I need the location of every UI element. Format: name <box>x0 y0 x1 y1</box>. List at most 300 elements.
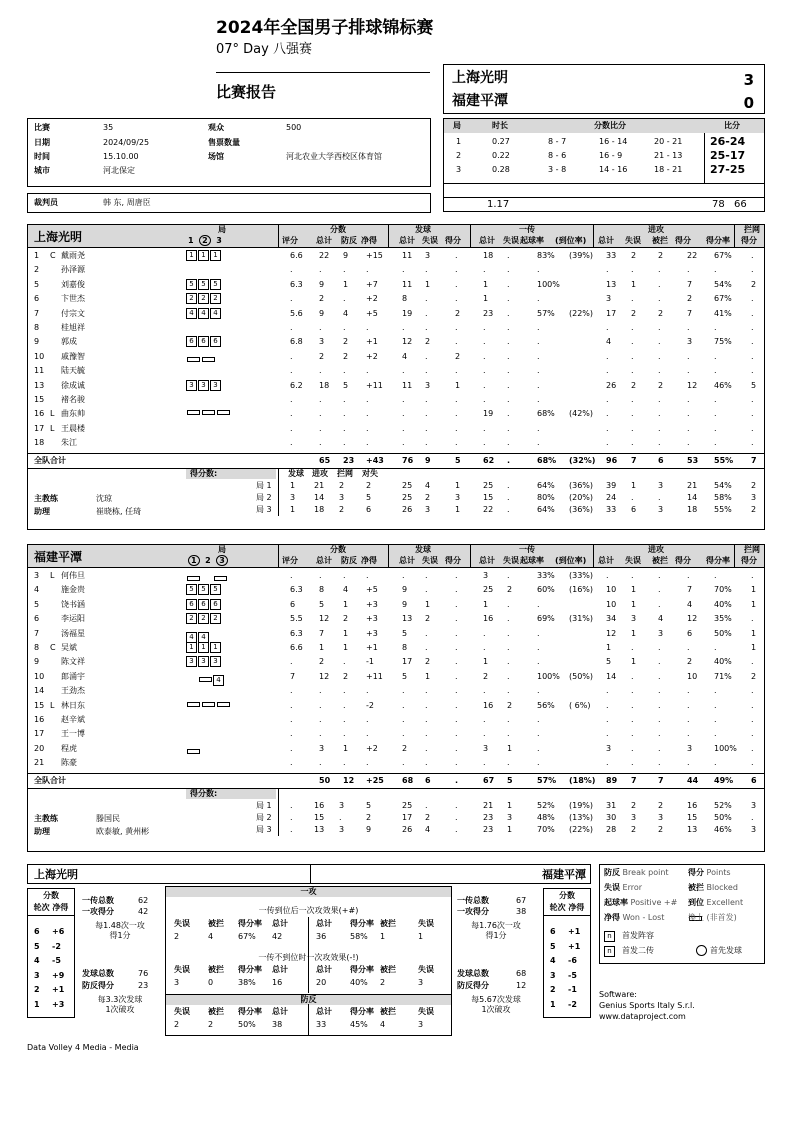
starting-position-icon: 1 <box>198 250 209 261</box>
a-pct-cell: 35% <box>714 614 732 624</box>
tot-cell: 1 <box>319 643 325 652</box>
a-tot-cell: 34 <box>606 614 617 624</box>
b-pts-cell: . <box>751 395 754 404</box>
a-blo-cell: . <box>658 643 661 652</box>
vote-cell: . <box>290 571 293 580</box>
set-pts: 16 <box>314 800 325 810</box>
legend-item: 首发阵容 <box>622 931 654 940</box>
player-sets <box>186 279 222 290</box>
set-pts: 18 <box>314 504 325 514</box>
bp-cell: 1 <box>343 643 349 652</box>
stat-value: 67 <box>516 896 527 905</box>
set-s-err: . <box>425 800 428 810</box>
a-err-cell: . <box>631 743 634 753</box>
s-tot-cell: . <box>402 323 405 332</box>
set-a-tot: 39 <box>606 480 617 490</box>
vote-cell: . <box>290 743 293 753</box>
set-blank <box>201 570 212 581</box>
a-blo-cell: . <box>658 395 661 404</box>
r-err-cell: . <box>507 409 510 419</box>
s-pts-cell: . <box>455 571 458 580</box>
player-number: 10 <box>34 671 45 681</box>
vote-cell: . <box>290 700 293 710</box>
r-err-cell: . <box>507 758 510 768</box>
r-tot-cell: . <box>483 337 486 347</box>
player-name: 郎涌宇 <box>61 671 85 681</box>
bp-cell: 2 <box>343 337 349 347</box>
wl-cell: +2 <box>366 351 378 361</box>
r-tot-cell: 18 <box>483 251 494 260</box>
a-blo-cell: 2 <box>658 380 664 390</box>
a-tot-cell: . <box>606 686 609 696</box>
b-pts-cell: . <box>751 308 754 318</box>
a-blo-cell: . <box>658 409 661 419</box>
s-tot-cell: 11 <box>402 279 413 289</box>
player-number: 11 <box>34 366 45 376</box>
a-pct-cell: . <box>714 729 717 739</box>
s-err-cell: 3 <box>425 251 431 260</box>
set-s-err: 2 <box>425 492 431 502</box>
bp-cell: . <box>343 323 346 332</box>
set-blank <box>210 423 221 434</box>
col-header: 拦网 <box>744 545 760 554</box>
a-pts-cell: . <box>687 729 690 739</box>
s-err-cell: . <box>425 729 428 739</box>
a-tot-cell: 10 <box>606 599 617 609</box>
a-err-cell: 1 <box>631 585 637 595</box>
player-name: 陈豪 <box>61 758 77 768</box>
starter-icon: n <box>604 931 615 942</box>
s-err-cell: . <box>425 758 428 768</box>
s-pts-cell: 2 <box>455 308 461 318</box>
r-pos-cell: . <box>537 337 540 347</box>
wl-cell: +3 <box>366 614 378 624</box>
a-pts-cell: 2 <box>687 657 693 667</box>
a-blo-cell: . <box>658 671 661 681</box>
a-blo-cell: . <box>658 758 661 768</box>
r-pos-cell: . <box>537 686 540 696</box>
col-header: 得分 <box>675 556 691 565</box>
set-s-pts: . <box>455 800 458 810</box>
stat-value: 23 <box>138 981 149 990</box>
b-pts-cell: . <box>751 715 754 724</box>
info-label: 场馆 <box>208 152 224 161</box>
a-tot-cell: . <box>606 571 609 580</box>
starting-position-icon: 6 <box>210 336 221 347</box>
set-blank <box>201 743 212 754</box>
player-role: C <box>50 643 56 652</box>
s-tot-cell: 5 <box>402 671 408 681</box>
player-role: L <box>50 700 55 710</box>
s-err-cell: . <box>425 571 428 580</box>
player-sets <box>186 264 222 278</box>
r-err-cell: . <box>507 614 510 624</box>
set-a-pct: 52% <box>714 800 732 810</box>
r-tot-cell: . <box>483 380 486 390</box>
player-name: 朱江 <box>61 438 77 448</box>
col-header: (到位率) <box>555 556 587 565</box>
r-tot-cell: . <box>483 438 486 448</box>
col-header: 防反 <box>341 236 357 245</box>
a-tot-cell: . <box>606 351 609 361</box>
set-blank <box>210 365 221 376</box>
a-pct-cell: . <box>714 715 717 724</box>
b-pts-cell: 1 <box>751 599 757 609</box>
s-pts-cell: . <box>455 585 458 595</box>
s-tot-cell: 8 <box>402 294 408 304</box>
tot-cell: . <box>319 700 322 710</box>
r-tot-cell: . <box>483 628 486 638</box>
set-r-pos: 64% <box>537 504 555 514</box>
set-partial: 8 - 6 <box>548 151 567 160</box>
sub-marker-icon <box>202 410 215 415</box>
set-duration: 0.27 <box>492 137 510 146</box>
set-r-tot: 23 <box>483 824 494 834</box>
r-pos-cell: . <box>537 657 540 667</box>
tot-cell: . <box>319 729 322 739</box>
fa-header: 总计 <box>316 919 332 928</box>
b-pts-cell: . <box>751 657 754 667</box>
legend-item: 失误 Error <box>604 883 643 892</box>
a-tot-cell: 14 <box>606 671 617 681</box>
fa-value: 3 <box>174 978 180 987</box>
first-attack-sub1: 一传到位后一次攻效果(+#) <box>258 906 359 915</box>
vote-cell: 5.5 <box>290 614 303 624</box>
player-sets <box>186 628 222 643</box>
set-a-pts: 15 <box>687 812 698 822</box>
player-name: 陆天毓 <box>61 366 85 376</box>
player-number: 20 <box>34 743 45 753</box>
sub-marker-icon <box>217 410 230 415</box>
player-role: C <box>50 251 56 260</box>
r-err-cell: . <box>507 729 510 739</box>
total-r-tot: 62 <box>483 455 495 465</box>
sub-marker-icon <box>187 749 200 754</box>
r-err-cell: . <box>507 337 510 347</box>
player-number: 5 <box>34 279 40 289</box>
set-pts: 1 <box>290 480 296 490</box>
a-pct-cell: 46% <box>714 380 732 390</box>
vote-cell: 5.6 <box>290 308 303 318</box>
bp-cell: . <box>343 366 346 376</box>
player-number: 8 <box>34 643 40 652</box>
fa-value: 1 <box>418 932 424 941</box>
player-name: 曲东帅 <box>61 409 85 419</box>
legend-item: 净得 Won - Lost <box>604 913 665 922</box>
r-tot-cell: . <box>483 643 486 652</box>
set-r-err: 3 <box>507 812 513 822</box>
set-blank <box>210 264 221 275</box>
a-pts-cell: 7 <box>687 585 693 595</box>
s-pts-cell: . <box>455 614 458 624</box>
sub-marker-icon <box>217 702 230 707</box>
info-label: 日期 <box>34 138 50 147</box>
vote-cell: . <box>290 423 293 433</box>
fa-value: 67% <box>238 932 256 941</box>
fa-header: 被拦 <box>208 1007 224 1016</box>
set-r-exc: (20%) <box>569 492 594 502</box>
tot-cell: . <box>319 423 322 433</box>
set-r-err: . <box>507 492 510 502</box>
set-blank <box>186 757 197 768</box>
set-r-tot: 22 <box>483 504 494 514</box>
total-r-tot: 67 <box>483 775 495 785</box>
s-err-cell: . <box>425 366 428 376</box>
set-r-tot: 23 <box>483 812 494 822</box>
set-blank <box>210 714 221 725</box>
wl-cell: +5 <box>366 308 378 318</box>
s-pts-cell: . <box>455 265 458 275</box>
a-pts-cell: 3 <box>687 337 693 347</box>
set-a-tot: 30 <box>606 812 617 822</box>
a-tot-cell: 33 <box>606 251 617 260</box>
total-s-tot: 68 <box>402 775 414 785</box>
bp-cell: . <box>343 409 346 419</box>
player-sets <box>186 293 222 304</box>
bp-cell: . <box>343 715 346 724</box>
s-err-cell: 1 <box>425 671 431 681</box>
set-partial: 16 - 14 <box>599 137 628 146</box>
rotation-diff: +1 <box>52 985 65 994</box>
player-name: 李运阳 <box>61 614 85 624</box>
s-tot-cell: . <box>402 758 405 768</box>
match-number: 35 <box>103 123 114 132</box>
stat-note: 每1.48次一攻 得1分 <box>95 921 145 940</box>
set-r-exc: (13%) <box>569 812 594 822</box>
b-pts-cell: . <box>751 729 754 739</box>
player-name: 何伟旦 <box>61 571 85 580</box>
starting-position-icon: 3 <box>186 656 197 667</box>
rotation-diff: +9 <box>52 970 65 980</box>
a-err-cell: . <box>631 571 634 580</box>
page-title: 2024年全国男子排球锦标赛 <box>216 18 434 38</box>
score-box <box>443 64 765 114</box>
fa-header: 总计 <box>316 965 332 974</box>
r-pos-cell: . <box>537 323 540 332</box>
fa-header: 总计 <box>272 1007 288 1016</box>
bp-cell: . <box>343 700 346 710</box>
a-tot-cell: . <box>606 758 609 768</box>
a-tot-cell: 4 <box>606 337 612 347</box>
r-tot-cell: 23 <box>483 308 494 318</box>
r-err-cell: . <box>507 294 510 304</box>
fa-value: 20 <box>316 978 327 987</box>
s-pts-cell: . <box>455 700 458 710</box>
total-duration: 1.17 <box>487 199 510 210</box>
a-blo-cell: . <box>658 423 661 433</box>
player-number: 10 <box>34 351 45 361</box>
a-blo-cell: . <box>658 294 661 304</box>
tot-cell: . <box>319 715 322 724</box>
starting-position-icon: 6 <box>186 336 197 347</box>
set-a-blo: 2 <box>658 800 664 810</box>
player-name: 戴雨尧 <box>61 251 85 260</box>
player-number: 13 <box>34 380 45 390</box>
fa-value: 16 <box>272 978 283 987</box>
fa-value: 40% <box>350 978 368 987</box>
tot-cell: 3 <box>319 743 325 753</box>
s-pts-cell: . <box>455 395 458 404</box>
total-a-pts: 53 <box>687 455 699 465</box>
set-partial: 21 - 13 <box>654 151 683 160</box>
sub-marker-icon <box>214 576 227 581</box>
col-header: 失误 <box>503 236 519 245</box>
set-blank <box>198 423 209 434</box>
b-pts-cell: 5 <box>751 380 757 390</box>
info-label: 裁判员 <box>34 198 58 207</box>
r-err-cell: . <box>507 395 510 404</box>
r-tot-cell: . <box>483 351 486 361</box>
spectators-value: 500 <box>286 123 302 132</box>
a-tot-cell: 1 <box>606 643 612 652</box>
footer-text: Data Volley 4 Media - Media <box>27 1043 139 1052</box>
a-pct-cell: . <box>714 395 717 404</box>
starting-position-icon: 3 <box>198 656 209 667</box>
fa-header: 总计 <box>272 919 288 928</box>
r-err-cell: . <box>507 571 510 580</box>
team-total-label: 全队合计 <box>34 455 66 465</box>
vote-cell: . <box>290 323 293 332</box>
r-err-cell: . <box>507 715 510 724</box>
bp-cell: 2 <box>343 351 349 361</box>
player-sets <box>186 336 222 347</box>
set-numbers: 1 2 3 <box>188 236 222 245</box>
set-s-err: 4 <box>425 480 431 490</box>
col-header: (到位率) <box>555 236 587 245</box>
set-pts: 3 <box>290 492 296 502</box>
a-pct-cell: 70% <box>714 585 732 595</box>
set-s-pts: 3 <box>455 492 461 502</box>
s-err-cell: . <box>425 409 428 419</box>
fa-value: 58% <box>350 932 368 941</box>
set-blank <box>186 264 197 275</box>
set-score: 26-24 <box>710 135 746 148</box>
bp-cell: 4 <box>343 585 349 595</box>
fa-header: 失误 <box>174 965 190 974</box>
fa-header: 失误 <box>418 965 434 974</box>
a-blo-cell: . <box>658 743 661 753</box>
b-pts-cell: . <box>751 614 754 624</box>
vote-cell: . <box>290 351 293 361</box>
a-err-cell: . <box>631 294 634 304</box>
vote-cell: 6.8 <box>290 337 303 347</box>
a-blo-cell: . <box>658 323 661 332</box>
team-name: 上海光明 <box>34 230 83 244</box>
s-tot-cell: 11 <box>402 251 413 260</box>
tot-cell: . <box>319 438 322 448</box>
a-pts-cell: . <box>687 715 690 724</box>
set-a-tot: 31 <box>606 800 617 810</box>
wl-cell: . <box>366 686 369 696</box>
sub-marker-icon <box>187 702 200 707</box>
set-blank <box>198 685 209 696</box>
player-role: L <box>50 571 55 580</box>
rotation-number: 6 <box>34 927 40 936</box>
set-number: 1 <box>456 137 462 146</box>
legend-item: 被拦 Blocked <box>688 883 738 892</box>
a-pct-cell: 40% <box>714 599 732 609</box>
set-s-err: 3 <box>425 504 431 514</box>
set-blank <box>210 757 221 768</box>
tot-cell: 9 <box>319 279 325 289</box>
wl-cell: +7 <box>366 279 378 289</box>
rotation-diff: -1 <box>568 985 577 994</box>
set-pts: 15 <box>314 812 325 822</box>
a-blo-cell: . <box>658 700 661 710</box>
info-label: 比赛 <box>34 123 50 132</box>
col-header: 总计 <box>479 556 495 565</box>
r-err-cell: . <box>507 380 510 390</box>
r-pos-cell: . <box>537 729 540 739</box>
info-label: 观众 <box>208 123 224 132</box>
first-attack-sub2: 一传不到位时一次攻效果(-!) <box>258 953 359 962</box>
tot-cell: . <box>319 686 322 696</box>
bp-cell: . <box>343 438 346 448</box>
r-exc-cell: (50%) <box>569 671 594 681</box>
set-partial: 8 - 7 <box>548 137 567 146</box>
player-number: 17 <box>34 423 45 433</box>
b-pts-cell: . <box>751 409 754 419</box>
r-err-cell: 2 <box>507 585 513 595</box>
player-number: 1 <box>34 251 40 260</box>
sets-header: 分数比分 <box>594 121 626 130</box>
assistant-names: 崔晓栋, 任琦 <box>96 506 142 516</box>
starting-position-icon: 4 <box>198 632 209 643</box>
wl-cell: +3 <box>366 628 378 638</box>
tot-cell: . <box>319 366 322 376</box>
set-partial: 18 - 21 <box>654 165 683 174</box>
first-attack-title: 一攻 <box>300 887 317 896</box>
s-tot-cell: 12 <box>402 337 413 347</box>
a-err-cell: 3 <box>631 614 637 624</box>
col-header: 总计 <box>399 556 415 565</box>
a-pts-cell: . <box>687 686 690 696</box>
total-bp: 12 <box>343 775 355 785</box>
player-sets <box>186 437 222 451</box>
player-name: 徐成诚 <box>61 380 85 390</box>
set-a-pts: 18 <box>687 504 698 514</box>
s-pts-cell: . <box>455 599 458 609</box>
b-pts-cell: 2 <box>751 279 757 289</box>
s-tot-cell: . <box>402 438 405 448</box>
set-s-pts: . <box>455 824 458 834</box>
info-label: 城市 <box>34 166 50 175</box>
player-number: 4 <box>34 585 40 595</box>
r-tot-cell: 1 <box>483 599 489 609</box>
rotation-diff: +3 <box>52 999 65 1009</box>
r-pos-cell: . <box>537 294 540 304</box>
legend-item: 换上 (非首发) <box>688 913 737 922</box>
a-blo-cell: . <box>658 571 661 580</box>
a-pct-cell: 40% <box>714 657 732 667</box>
bp-cell: . <box>343 758 346 768</box>
stat-value: 12 <box>516 981 527 990</box>
r-err-cell: . <box>507 366 510 376</box>
tot-cell: 2 <box>319 657 325 667</box>
total-s-tot: 76 <box>402 455 414 465</box>
set-blank <box>210 322 221 333</box>
starting-position-icon: 5 <box>198 279 209 290</box>
sets-header: 比分 <box>724 121 740 130</box>
b-pts-cell: . <box>751 571 754 580</box>
set-blank <box>186 728 197 739</box>
sub-marker-icon <box>187 576 200 581</box>
set-b-pts: 2 <box>751 480 757 490</box>
a-pct-cell: . <box>714 438 717 448</box>
a-pct-cell: . <box>714 758 717 768</box>
rot-sub: 轮次 净得 <box>549 903 585 912</box>
set-partial: 16 - 9 <box>599 151 623 160</box>
